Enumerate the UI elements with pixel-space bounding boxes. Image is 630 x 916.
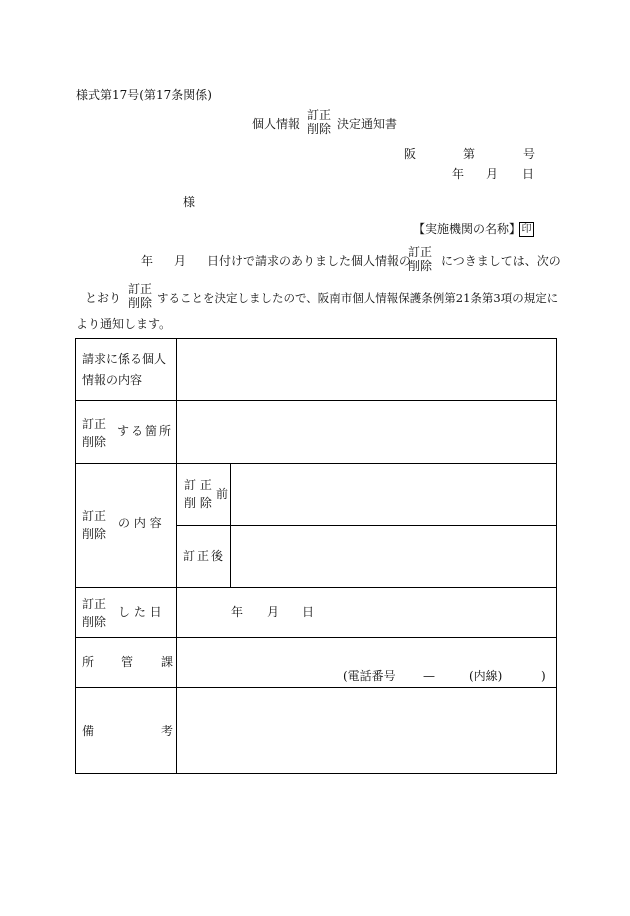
body-stack-1 bbox=[408, 245, 432, 273]
seal-icon: 印 bbox=[519, 222, 534, 237]
row2-label: する箇所 bbox=[117, 424, 174, 438]
row3-after-field[interactable] bbox=[232, 527, 554, 586]
table-row-divider bbox=[75, 463, 557, 464]
body-line1-tail: につきましては、次の bbox=[441, 254, 561, 268]
addressee-sama: 様 bbox=[183, 195, 196, 209]
form-number: 様式第17号(第17条関係) bbox=[76, 88, 212, 102]
row2-stack bbox=[82, 415, 106, 451]
row2-content-field[interactable] bbox=[178, 402, 554, 462]
row1-label-line1: 請求に係る個人 bbox=[82, 352, 167, 366]
body-stack-2-bottom: 削除 bbox=[128, 296, 153, 310]
table-subcol-divider bbox=[230, 463, 231, 588]
row5-phone-open: (電話番号 bbox=[343, 669, 396, 683]
body-line1-text: 日付けで請求のありました個人情報の bbox=[207, 254, 412, 268]
row2-stack-bottom: 削除 bbox=[82, 435, 107, 449]
row4-stack bbox=[82, 595, 106, 631]
body-stack-1-bottom: 削除 bbox=[408, 259, 433, 273]
row3-sub1-stack-top: 訂 正 bbox=[184, 478, 212, 492]
row5-extension: (内線) bbox=[469, 669, 503, 683]
row3-stack-top: 訂正 bbox=[82, 509, 107, 523]
body-line3-text: より通知します。 bbox=[76, 317, 172, 331]
row3-sub1-stack bbox=[184, 476, 212, 512]
body-stack-2-top: 訂正 bbox=[128, 282, 153, 296]
table-row-divider bbox=[75, 687, 557, 688]
table-row-divider bbox=[75, 400, 557, 401]
row4-stack-bottom: 削除 bbox=[82, 615, 107, 629]
row4-year: 年 bbox=[231, 605, 244, 619]
row6-label-2: 考 bbox=[161, 724, 174, 738]
row3-stack bbox=[82, 507, 106, 543]
body-stack-1-top: 訂正 bbox=[408, 245, 433, 259]
row6-remarks-field[interactable] bbox=[178, 689, 554, 772]
row3-sub1-suffix: 前 bbox=[216, 487, 229, 501]
row4-day: 日 bbox=[302, 605, 315, 619]
row3-stack-bottom: 削除 bbox=[82, 527, 107, 541]
row2-stack-top: 訂正 bbox=[82, 417, 107, 431]
body-line2-text: することを決定しましたので、阪南市個人情報保護条例第21条第3項の規定に bbox=[157, 291, 559, 305]
table-border-top bbox=[75, 338, 557, 339]
body-line2-head: とおり bbox=[85, 291, 122, 305]
date-year: 年 bbox=[452, 167, 465, 181]
table-border-bottom bbox=[75, 773, 557, 774]
row4-label: し た 日 bbox=[118, 605, 162, 619]
date-day: 日 bbox=[522, 167, 535, 181]
row3-sub1-stack-bottom: 削 除 bbox=[184, 496, 212, 510]
row5-label-3: 課 bbox=[161, 655, 174, 669]
row5-label-2: 管 bbox=[121, 655, 134, 669]
row3-sub2-label: 訂正後 bbox=[183, 549, 226, 563]
row3-label: の 内 容 bbox=[118, 516, 162, 530]
table-subrow-divider bbox=[176, 525, 557, 526]
doc-number-prefix: 阪 bbox=[404, 147, 417, 161]
row4-stack-top: 訂正 bbox=[82, 597, 107, 611]
row5-phone-dash: — bbox=[423, 669, 435, 683]
body-month: 月 bbox=[174, 254, 187, 268]
title-suffix: 決定通知書 bbox=[337, 117, 398, 131]
row4-month: 月 bbox=[267, 605, 280, 619]
table-border-left bbox=[75, 338, 76, 774]
title-stack-bottom: 削除 bbox=[307, 122, 332, 136]
row5-phone-close: ) bbox=[541, 669, 546, 683]
title-stack-top: 訂正 bbox=[307, 108, 332, 122]
title-stack bbox=[307, 108, 331, 136]
table-row-divider bbox=[75, 587, 557, 588]
row5-label-1: 所 bbox=[82, 655, 95, 669]
title-prefix: 個人情報 bbox=[252, 117, 301, 131]
issuer-label: 【実施機関の名称】 bbox=[413, 222, 522, 236]
table-row-divider bbox=[75, 637, 557, 638]
row1-content-field[interactable] bbox=[178, 340, 554, 399]
doc-number-dai: 第 bbox=[463, 147, 476, 161]
doc-number-go: 号 bbox=[523, 147, 536, 161]
table-col-divider bbox=[176, 338, 177, 774]
body-year: 年 bbox=[141, 254, 154, 268]
row3-before-field[interactable] bbox=[232, 465, 554, 524]
table-border-right bbox=[556, 338, 557, 774]
date-month: 月 bbox=[486, 167, 499, 181]
row1-label-line2: 情報の内容 bbox=[82, 373, 143, 387]
body-stack-2 bbox=[128, 282, 152, 310]
row6-label-1: 備 bbox=[82, 724, 95, 738]
